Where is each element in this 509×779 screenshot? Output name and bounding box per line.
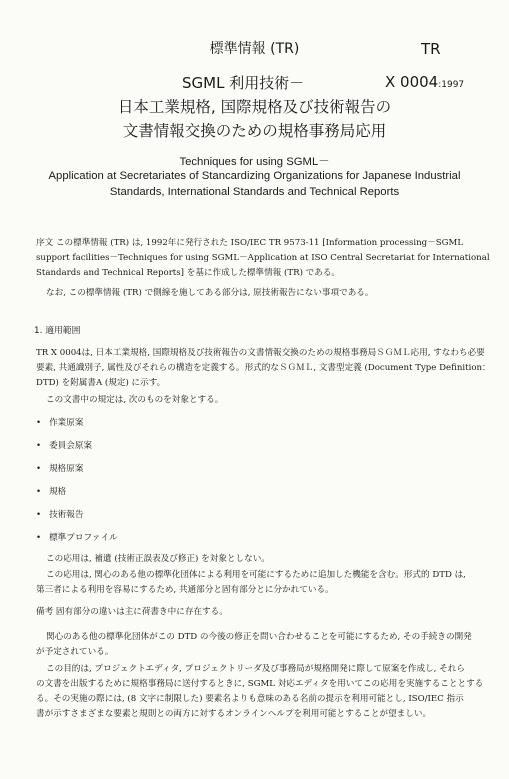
scope-line-3: DTD) を附属書A (規定) に示す。 bbox=[36, 378, 166, 388]
list-item: • 作業原案 bbox=[36, 416, 83, 428]
title-line-2: 日本工業規格, 国際規格及び技術報告の bbox=[117, 98, 392, 116]
english-title-line-1: Techniques for using SGML－ bbox=[179, 156, 330, 168]
preface-line-3: Standards and Technical Reports] を基に作成した標準情報 (TR) である。 bbox=[36, 268, 341, 278]
list-item: • 標準プロファイル bbox=[36, 531, 118, 543]
final-line-5: る。その実施の際には, (8 文字に制限した) 要素名よりも意味のある名前の提示を利用可能とし, ISO/IEC 指示 bbox=[36, 694, 464, 704]
note-line: 備考 固有部分の違いは主に荷書き中に存在する。 bbox=[36, 607, 228, 617]
list-item: • 委員会原案 bbox=[36, 439, 92, 451]
english-title-line-3: Standards, International Standards and Technical Reports bbox=[109, 186, 400, 198]
scope-line-2: 要素, 共通識別子, 属性及びそれらの構造を定義する。形式的なＳＧＭＬ, 文書型定義 (Document Type Definition： bbox=[36, 363, 491, 373]
final-line-2: が予定されている。 bbox=[36, 647, 114, 657]
standard-number bbox=[385, 73, 464, 91]
section-heading: 1. 適用範囲 bbox=[34, 326, 81, 336]
preface-line-2: support facilities－Techniques for using SGML－Application at ISO Central Secretariat for International bbox=[36, 253, 490, 263]
document-type-label: 標準情報 (TR) bbox=[209, 41, 300, 57]
english-title-line-2: Application at Secretariates of Stancardizing Organizations for Japanese Industrial bbox=[48, 170, 461, 182]
after-line-2: この応用は, 関心のある他の標準化団体による利用を可能にするために追加した機能を含む。形式的 DTD は, bbox=[46, 570, 466, 580]
preface-note: なお, この標準情報 (TR) で側線を施してある部分は, 原技術報告にない事項である。 bbox=[46, 288, 374, 298]
list-item: • 技術報告 bbox=[36, 508, 83, 520]
after-line-1: この応用は, 補遺 (技術正誤表及び修正) を対象としない。 bbox=[46, 554, 270, 564]
scope-line-1: TR X 0004は, 日本工業規格, 国際規格及び技術報告の文書情報交換のための規格事務局ＳＧＭＬ応用, すなわち必要 bbox=[36, 348, 485, 358]
scope-line-4: この文書中の規定は, 次のものを対象とする。 bbox=[46, 395, 224, 405]
title-line-1: SGML 利用技術－ bbox=[182, 74, 305, 92]
list-item: • 規格原案 bbox=[36, 462, 83, 474]
final-line-4: の文書を出版するために規格事務局に送付するときに, SGML 対応エディタを用いてこの応用を実施することとする bbox=[36, 679, 484, 689]
tr-mark: TR bbox=[421, 40, 441, 58]
final-line-6: 書が示すさまざまな要素と規則との両方に対するオンラインヘルプを利用可能とすることが望ましい。 bbox=[36, 709, 432, 719]
preface-line-1: 序文 この標準情報 (TR) は, 1992年に発行された ISO/IEC TR 9573-11 [Information processing－SGML bbox=[36, 238, 464, 248]
final-line-3: この目的は, プロジェクトエディタ, プロジェクトリーダ及び事務局が規格開発に際して原案を作成し, それら bbox=[46, 664, 465, 674]
standard-year: :1997 bbox=[438, 80, 465, 90]
standard-number-code: X 0004 bbox=[385, 73, 439, 91]
list-item: • 規格 bbox=[36, 485, 66, 497]
after-line-3: 第三者による利用を容易にするため, 共通部分と固有部分とに分かれている。 bbox=[36, 585, 334, 595]
title-line-3: 文書情報交換のための規格事務局応用 bbox=[122, 122, 387, 140]
final-line-1: 関心のある他の標準化団体がこの DTD の今後の修正を問い合わせることを可能にするため, その手続きの開発 bbox=[46, 632, 472, 642]
